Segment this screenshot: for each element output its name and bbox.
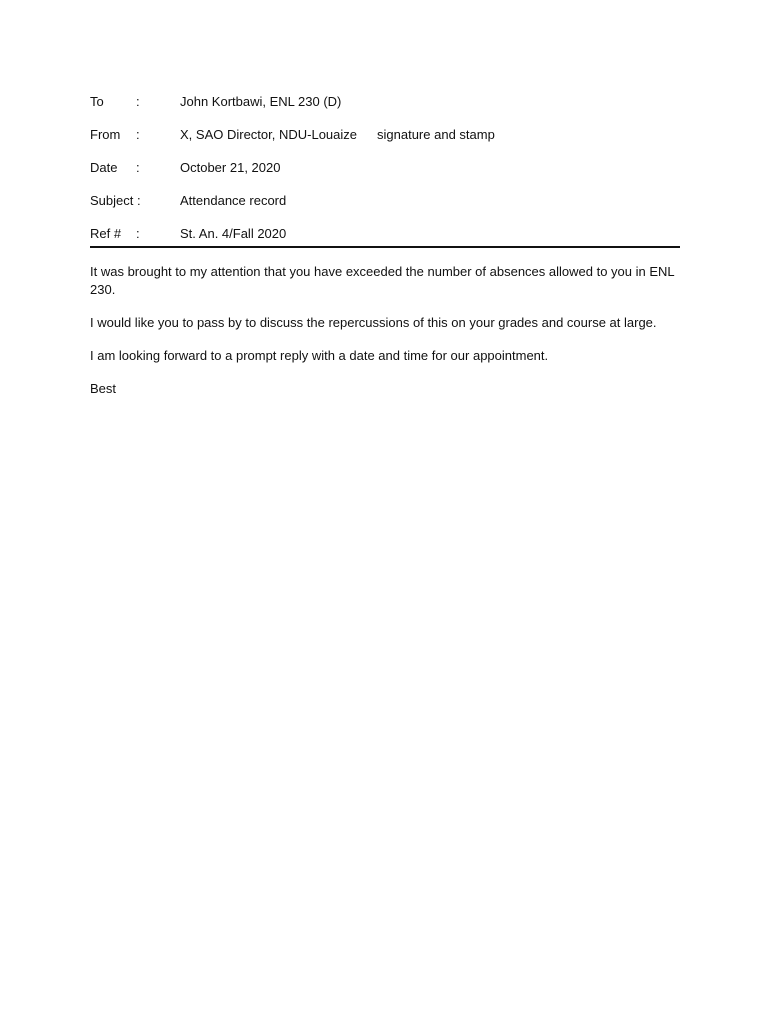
ref-value: St. An. 4/Fall 2020: [180, 226, 287, 241]
to-label: To: [90, 94, 104, 109]
ref-colon: :: [136, 226, 140, 241]
from-colon: :: [136, 127, 140, 142]
from-value: X, SAO Director, NDU-Louaize: [180, 127, 358, 142]
to-row: [90, 93, 680, 126]
subject-row: [90, 192, 680, 225]
body-paragraph-3: I am looking forward to a prompt reply with a date and time for our appointment.: [90, 348, 549, 363]
closing-text: Best: [90, 381, 117, 396]
subject-label: Subject :: [90, 193, 141, 208]
from-label: From: [90, 127, 121, 142]
ref-label: Ref #: [90, 226, 122, 241]
date-value: October 21, 2020: [180, 160, 281, 175]
to-value: John Kortbawi, ENL 230 (D): [180, 94, 342, 109]
to-colon: :: [136, 94, 140, 109]
date-row: [90, 159, 680, 192]
from-value-group: [180, 126, 495, 144]
date-colon: :: [136, 160, 140, 175]
body-paragraph-1: It was brought to my attention that you have exceeded the number of absences allowed to you in ENL 230.: [90, 264, 675, 297]
subject-value: Attendance record: [180, 193, 287, 208]
memo-body: [90, 263, 680, 413]
memo-header: [90, 93, 680, 258]
date-label: Date: [90, 160, 118, 175]
ref-row: [90, 225, 680, 258]
signature-note: signature and stamp: [377, 127, 495, 142]
from-row: [90, 126, 680, 159]
body-paragraph-2: I would like you to pass by to discuss the repercussions of this on your grades and course at large.: [90, 315, 657, 330]
header-divider: [90, 246, 680, 248]
